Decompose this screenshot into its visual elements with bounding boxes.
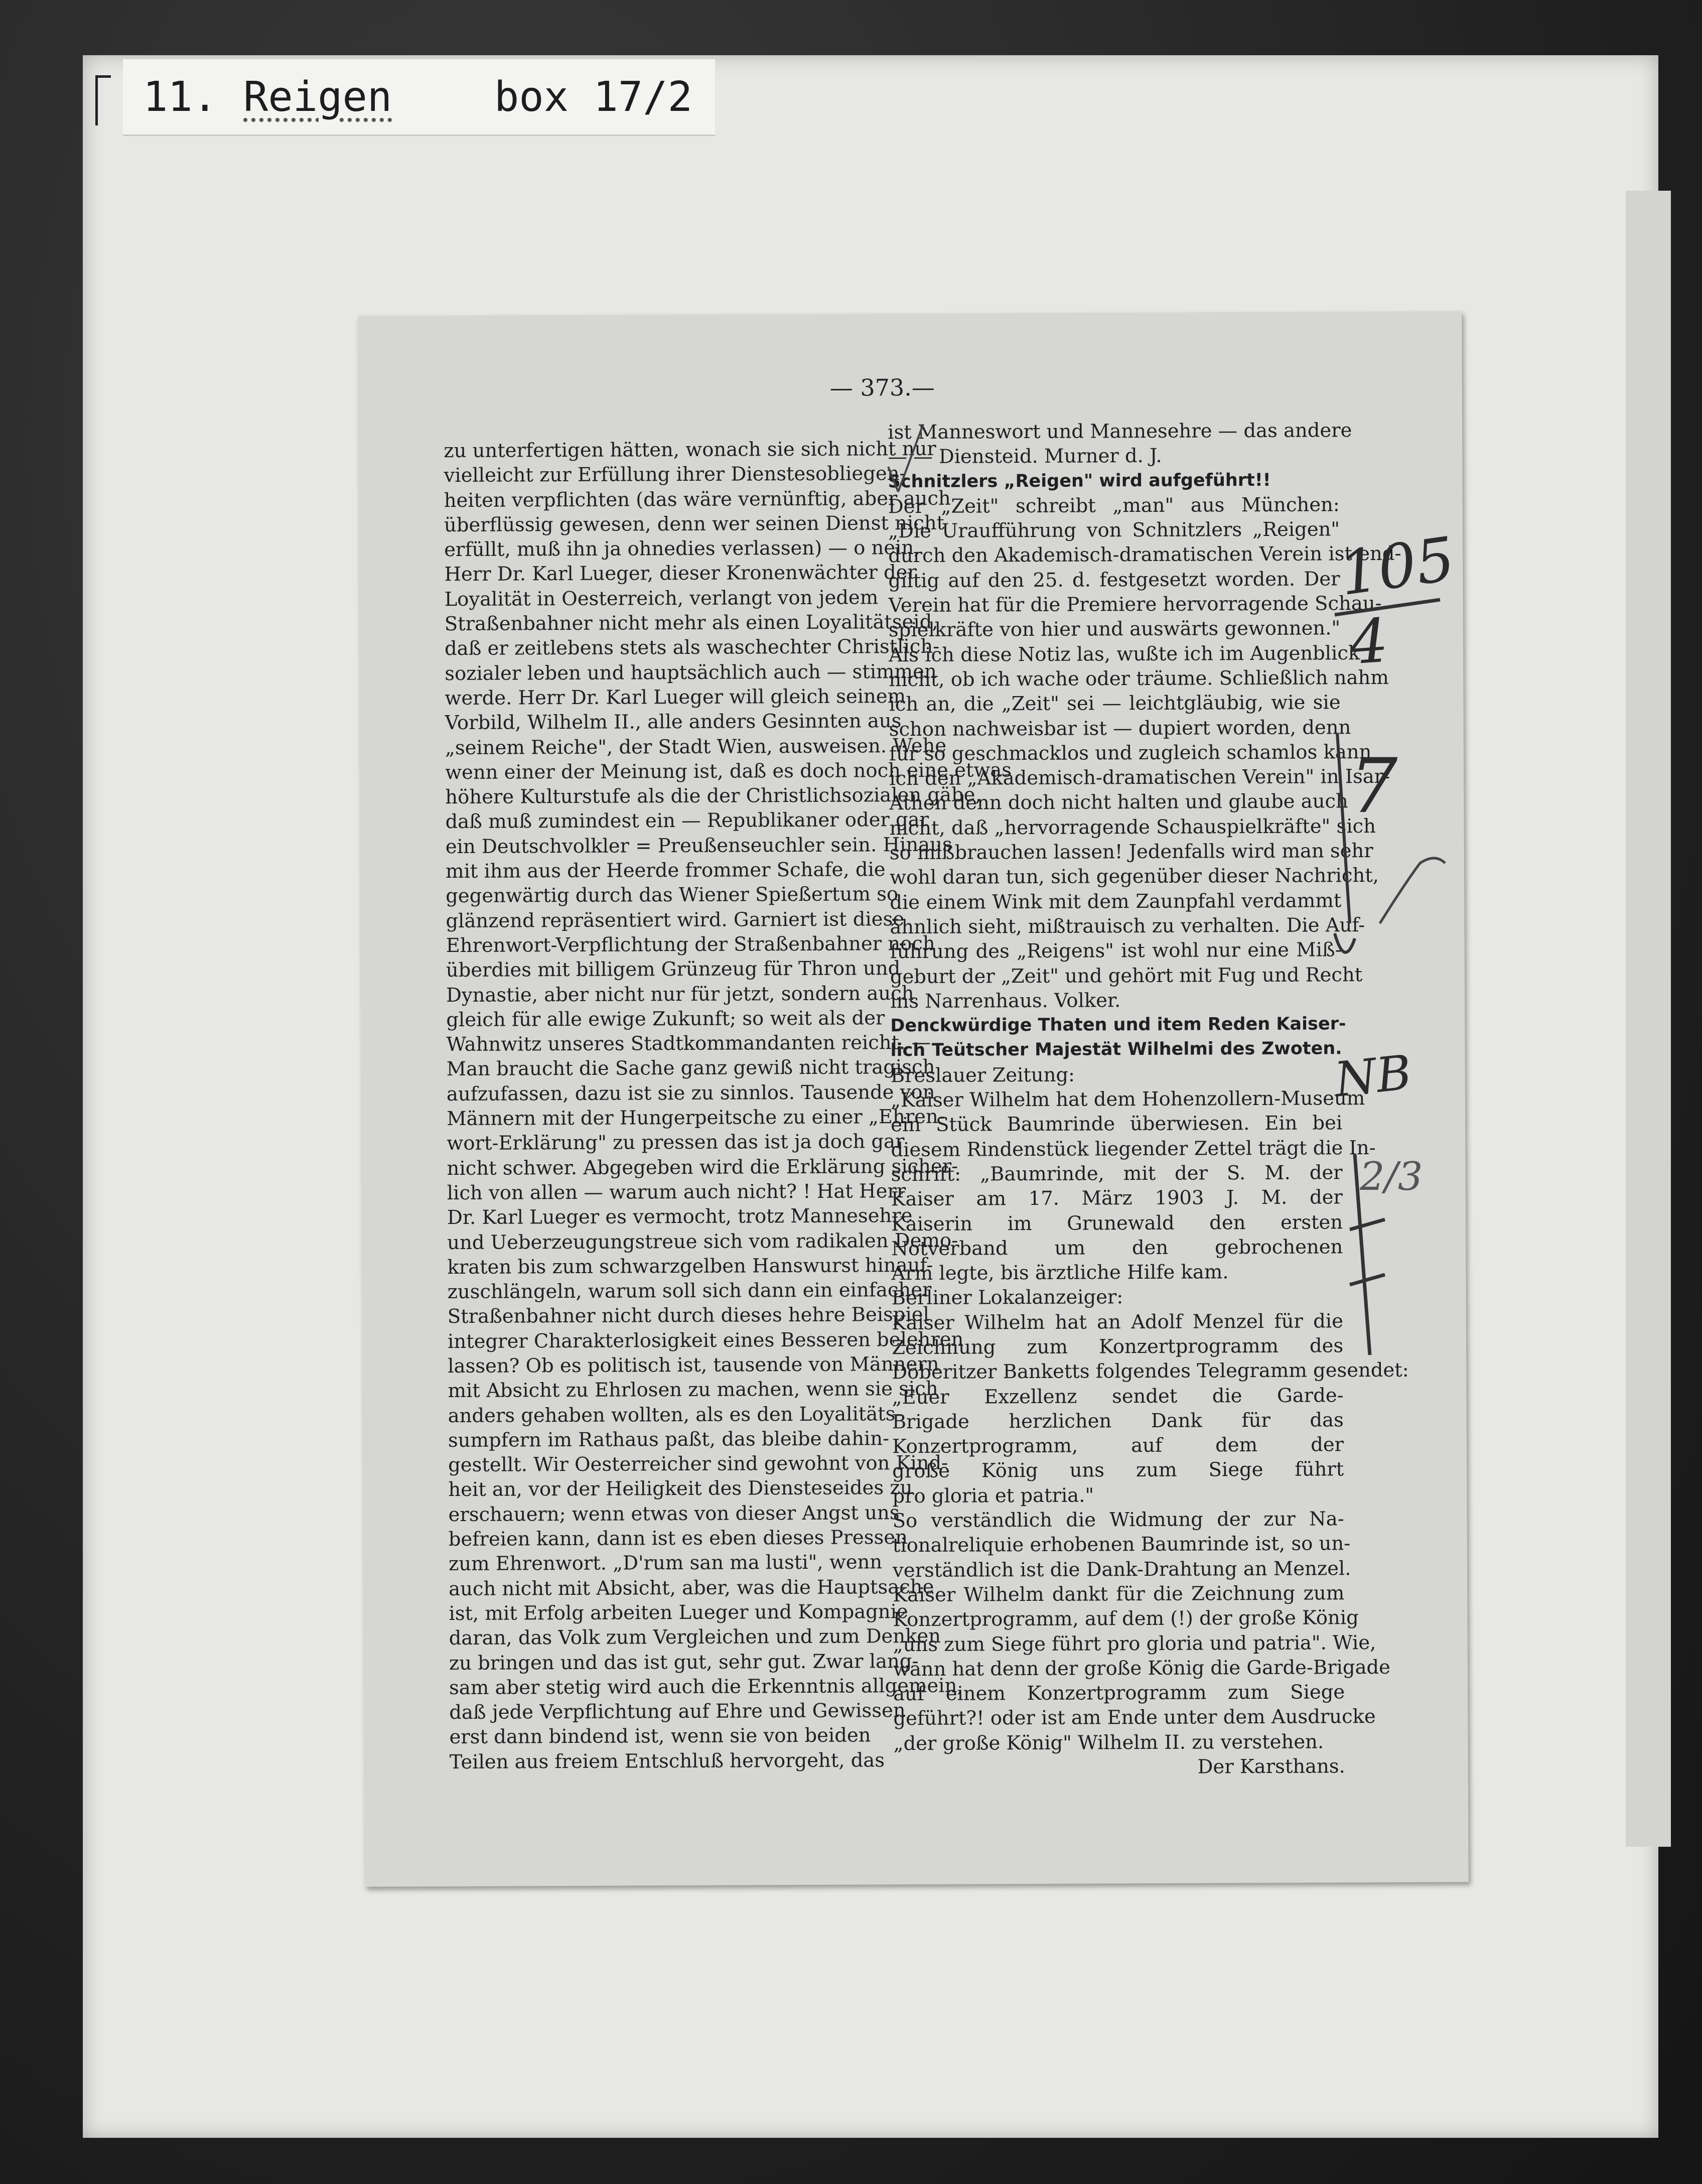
- text-line: heiten verpflichten (das wäre vernünftig, aber auch: [444, 487, 951, 512]
- text-line: Konzertprogramm, auf dem der: [892, 1433, 1344, 1458]
- text-line: so mißbrauchen lassen! Jedenfalls wird man sehr: [889, 840, 1373, 865]
- text-line: Kaiser Wilhelm hat an Adolf Menzel für die: [891, 1309, 1344, 1334]
- text-line: gleich für alle ewige Zukunft; so weit als der: [446, 1007, 885, 1031]
- label-box: box 17/2: [494, 73, 692, 121]
- text-line: ist, mit Erfolg arbeiten Lueger und Kompagnie: [449, 1600, 908, 1625]
- text-line: — — Diensteid. Murner d. J.: [888, 445, 1162, 469]
- text-line: Schnitzlers „Reigen" wird aufgeführt!!: [888, 470, 1271, 492]
- label-title: Reigen: [243, 73, 392, 121]
- text-line: Konzertprogramm, auf dem (!) der große König: [893, 1606, 1359, 1631]
- text-line: aufzufassen, dazu ist sie zu sinnlos. Tausende von: [446, 1080, 935, 1106]
- text-line: nicht schwer. Abgegeben wird die Erklärung sicher-: [447, 1155, 958, 1180]
- text-line: befreien kann, dann ist es eben dieses Pressen: [448, 1526, 908, 1551]
- text-line: sozialer leben und hauptsächlich auch — stimmen: [445, 660, 937, 685]
- text-line: daran, das Volk zum Vergleichen und zum Denken: [449, 1625, 941, 1650]
- text-line: ein Stück Baumrinde überwiesen. Ein bei: [891, 1112, 1343, 1137]
- text-line: ähnlich sieht, mißtrauisch zu verhalten. Die Auf-: [890, 914, 1365, 939]
- text-line: „der große König" Wilhelm II. zu verstehen.: [893, 1730, 1324, 1755]
- text-line: mit Absicht zu Ehrlosen zu machen, wenn sie sich: [448, 1378, 938, 1403]
- text-line: „Kaiser Wilhelm hat dem Hohenzollern-Museum: [890, 1087, 1365, 1112]
- text-line: überdies mit billigem Grünzeug für Thron und: [446, 957, 901, 982]
- text-line: Vorbild, Wilhelm II., alle anders Gesinnten aus: [445, 710, 902, 735]
- handwritten-number-e: 2/3: [1360, 1154, 1423, 1199]
- text-line: Breslauer Zeitung:: [890, 1063, 1075, 1087]
- text-line: Verein hat für die Premiere hervorragende Schau-: [888, 592, 1382, 617]
- text-line: Straßenbahner nicht mehr als einen Loyalitätseid,: [444, 610, 938, 636]
- text-line: spielkräfte von hier und auswärts gewonnen.": [888, 617, 1341, 642]
- text-line: Männern mit der Hungerpeitsche zu einer „Ehren-: [447, 1105, 945, 1131]
- text-line: diesem Rindenstück liegender Zettel trägt die In-: [891, 1136, 1376, 1161]
- text-line: ist Manneswort und Mannesehre — das andere: [888, 419, 1352, 444]
- text-line: Döberitzer Banketts folgendes Telegramm gesendet:: [892, 1358, 1409, 1384]
- handwritten-number-c: 7: [1350, 743, 1398, 830]
- text-line: wenn einer der Meinung ist, daß es doch noch eine etwas: [445, 758, 1012, 784]
- text-line: ins Narrenhaus. Volker.: [890, 989, 1121, 1013]
- text-line: daß muß zumindest ein — Republikaner oder gar: [445, 808, 929, 834]
- text-line: Herr Dr. Karl Lueger, dieser Kronenwächter der: [444, 561, 917, 586]
- text-line: ich an, die „Zeit" sei — leichtgläubig, wie sie: [889, 691, 1341, 716]
- text-line: geführt?! oder ist am Ende unter dem Ausdrucke: [893, 1705, 1376, 1730]
- text-line: sumpfern im Rathaus paßt, das bleibe dahin-: [448, 1427, 890, 1452]
- text-line: verständlich ist die Dank-Drahtung an Menzel.: [893, 1557, 1351, 1582]
- text-line: höhere Kulturstufe als die der Christlichsozialen gäbe,: [445, 783, 981, 809]
- text-line: auf einem Konzertprogramm zum Siege: [893, 1681, 1345, 1706]
- text-line: „Die Uraufführung von Schnitzlers „Reigen": [888, 518, 1340, 543]
- text-line: Kaiserin im Grunewald den ersten: [891, 1210, 1343, 1236]
- text-line: Wahnwitz unseres Stadtkommandanten reicht. —: [446, 1031, 931, 1056]
- text-line: Berliner Lokalanzeiger:: [891, 1286, 1123, 1310]
- text-line: nicht, daß „hervorragende Schauspielkräfte" sich: [889, 814, 1376, 840]
- text-line: glänzend repräsentiert wird. Garniert ist diese: [446, 907, 905, 932]
- text-line: erschauern; wenn etwas von dieser Angst uns: [448, 1501, 900, 1526]
- text-line: Kaiser Wilhelm dankt für die Zeichnung zum: [893, 1582, 1345, 1607]
- text-line: tionalreliquie erhobenen Baumrinde ist, so un-: [892, 1532, 1351, 1557]
- text-line: zu bringen und das ist gut, sehr gut. Zwar lang-: [449, 1650, 919, 1675]
- text-line: So verständlich die Widmung der zur Na-: [892, 1508, 1344, 1533]
- text-line: heit an, vor der Heiligkeit des Diensteseides zu: [448, 1476, 913, 1502]
- text-line: kraten bis zum schwarzgelben Hanswurst hinauf-: [447, 1254, 933, 1279]
- text-line: überflüssig gewesen, denn wer seinen Dienst nicht: [444, 511, 945, 536]
- text-line: und Ueberzeugungstreue sich vom radikalen Demo-: [447, 1229, 958, 1254]
- text-line: erst dann bindend ist, wenn sie von beiden: [449, 1724, 871, 1749]
- text-line: Loyalität in Oesterreich, verlangt von jedem: [444, 586, 879, 611]
- text-line: Athen denn doch nicht halten und glaube auch: [889, 790, 1348, 815]
- text-line: Als ich diese Notiz las, wußte ich im Augenblick: [889, 641, 1360, 666]
- text-line: schon nachweisbar ist — dupiert worden, denn: [889, 716, 1351, 741]
- text-line: auch nicht mit Absicht, aber, was die Hauptsache: [449, 1575, 934, 1600]
- text-line: mit ihm aus der Heerde frommer Schafe, die: [445, 858, 886, 883]
- text-line: „Euer Exzellenz sendet die Garde-: [892, 1384, 1344, 1409]
- label-number: 11.: [143, 73, 218, 121]
- text-line: giltig auf den 25. d. festgesetzt worden. Der: [888, 568, 1340, 592]
- page-number: — 373.—: [829, 373, 935, 401]
- text-line: lassen? Ob es politisch ist, tausende von Männern: [448, 1352, 939, 1378]
- handwritten-number-a: 105: [1335, 524, 1459, 610]
- text-line: Der Karsthans.: [1197, 1755, 1345, 1779]
- text-line: schrift: „Baumrinde, mit der S. M. der: [891, 1161, 1343, 1186]
- text-line: geburt der „Zeit" und gehört mit Fug und Recht: [890, 963, 1363, 988]
- text-line: Der „Zeit" schreibt „man" aus München:: [888, 493, 1340, 518]
- text-line: Dr. Karl Lueger es vermocht, trotz Mannesehre: [447, 1204, 913, 1230]
- text-line: führung des „Reigens" ist wohl nur eine Miß-: [890, 938, 1342, 964]
- text-line: gegenwärtig durch das Wiener Spießertum so: [446, 883, 899, 908]
- text-line: zu unterfertigen hätten, wonach sie sich nicht nur: [444, 437, 936, 463]
- text-line: Denckwürdige Thaten und item Reden Kaiser-: [890, 1014, 1346, 1036]
- text-line: ein Deutschvolkler = Preußenseuchler sein. Hinaus: [445, 833, 952, 858]
- text-line: durch den Akademisch-dramatischen Verein ist end-: [888, 542, 1401, 568]
- text-line: „uns zum Siege führt pro gloria und patria". Wie,: [893, 1631, 1376, 1656]
- text-line: daß jede Verpflichtung auf Ehre und Gewissen: [449, 1699, 906, 1724]
- text-line: anders gehaben wollten, als es den Loyalitäts-: [448, 1402, 902, 1427]
- handwritten-number-b: 4: [1347, 606, 1391, 678]
- text-line: die einem Wink mit dem Zaunpfahl verdammt: [890, 889, 1342, 914]
- text-line: ich den „Akademisch-dramatischen Verein" in Isar-: [889, 765, 1390, 790]
- text-line: sam aber stetig wird auch die Erkenntnis allgemein,: [449, 1674, 963, 1699]
- text-line: Teilen aus freiem Entschluß hervorgeht, das: [449, 1748, 885, 1773]
- text-line: werde. Herr Dr. Karl Lueger will gleich seinem: [445, 685, 906, 710]
- handwritten-note-nb: NB: [1332, 1045, 1414, 1108]
- text-line: Zeichnung zum Konzertprogramm des: [892, 1334, 1344, 1359]
- text-line: große König uns zum Siege führt: [892, 1458, 1344, 1483]
- text-line: zuschlängeln, warum soll sich dann ein einfacher: [447, 1278, 932, 1304]
- text-line: lich von allen — warum auch nicht? ! Hat Herr: [447, 1179, 906, 1204]
- text-line: Dynastie, aber nicht nur für jetzt, sondern auch: [446, 982, 914, 1007]
- text-line: wort-Erklärung" zu pressen das ist ja doch gar: [447, 1130, 905, 1155]
- text-line: Ehrenwort-Verpflichtung der Straßenbahner noch: [446, 932, 935, 957]
- text-line: wohl daran tun, sich gegenüber dieser Nachricht,: [889, 864, 1379, 889]
- text-line: Arm legte, bis ärztliche Hilfe kam.: [891, 1261, 1229, 1285]
- text-line: Straßenbahner nicht durch dieses hehre Beispiel: [447, 1303, 930, 1328]
- text-line: nicht, ob ich wache oder träume. Schließlich nahm: [889, 666, 1389, 692]
- text-line: Kaiser am 17. März 1903 J. M. der: [891, 1186, 1343, 1211]
- text-line: zum Ehrenwort. „D'rum san ma lusti", wenn: [448, 1551, 883, 1576]
- text-line: „seinem Reiche", der Stadt Wien, ausweisen. Wehe: [445, 734, 947, 759]
- text-line: Man braucht die Sache ganz gewiß nicht tragisch: [446, 1056, 935, 1081]
- text-line: erfüllt, muß ihn ja ohnedies verlassen) — o nein,: [444, 536, 920, 562]
- text-line: wann hat denn der große König die Garde-Brigade: [893, 1656, 1391, 1681]
- text-line: vielleicht zur Erfüllung ihrer Dienstesobliegen-: [444, 462, 906, 487]
- text-line: pro gloria et patria.": [892, 1484, 1094, 1508]
- text-line: integrer Charakterlosigkeit eines Besseren belehren: [448, 1328, 964, 1353]
- text-line: für so geschmacklos und zugleich schamlos kann: [889, 740, 1372, 766]
- text-line: Brigade herzlichen Dank für das: [892, 1409, 1344, 1434]
- text-line: daß er zeitlebens stets als waschechter Christlich-: [444, 635, 940, 660]
- text-line: Notverband um den gebrochenen: [891, 1236, 1343, 1260]
- text-line: gestellt. Wir Oesterreicher sind gewohnt von Kind-: [448, 1451, 948, 1477]
- text-line: lich Teütscher Majestät Wilhelmi des Zwoten.: [890, 1038, 1342, 1061]
